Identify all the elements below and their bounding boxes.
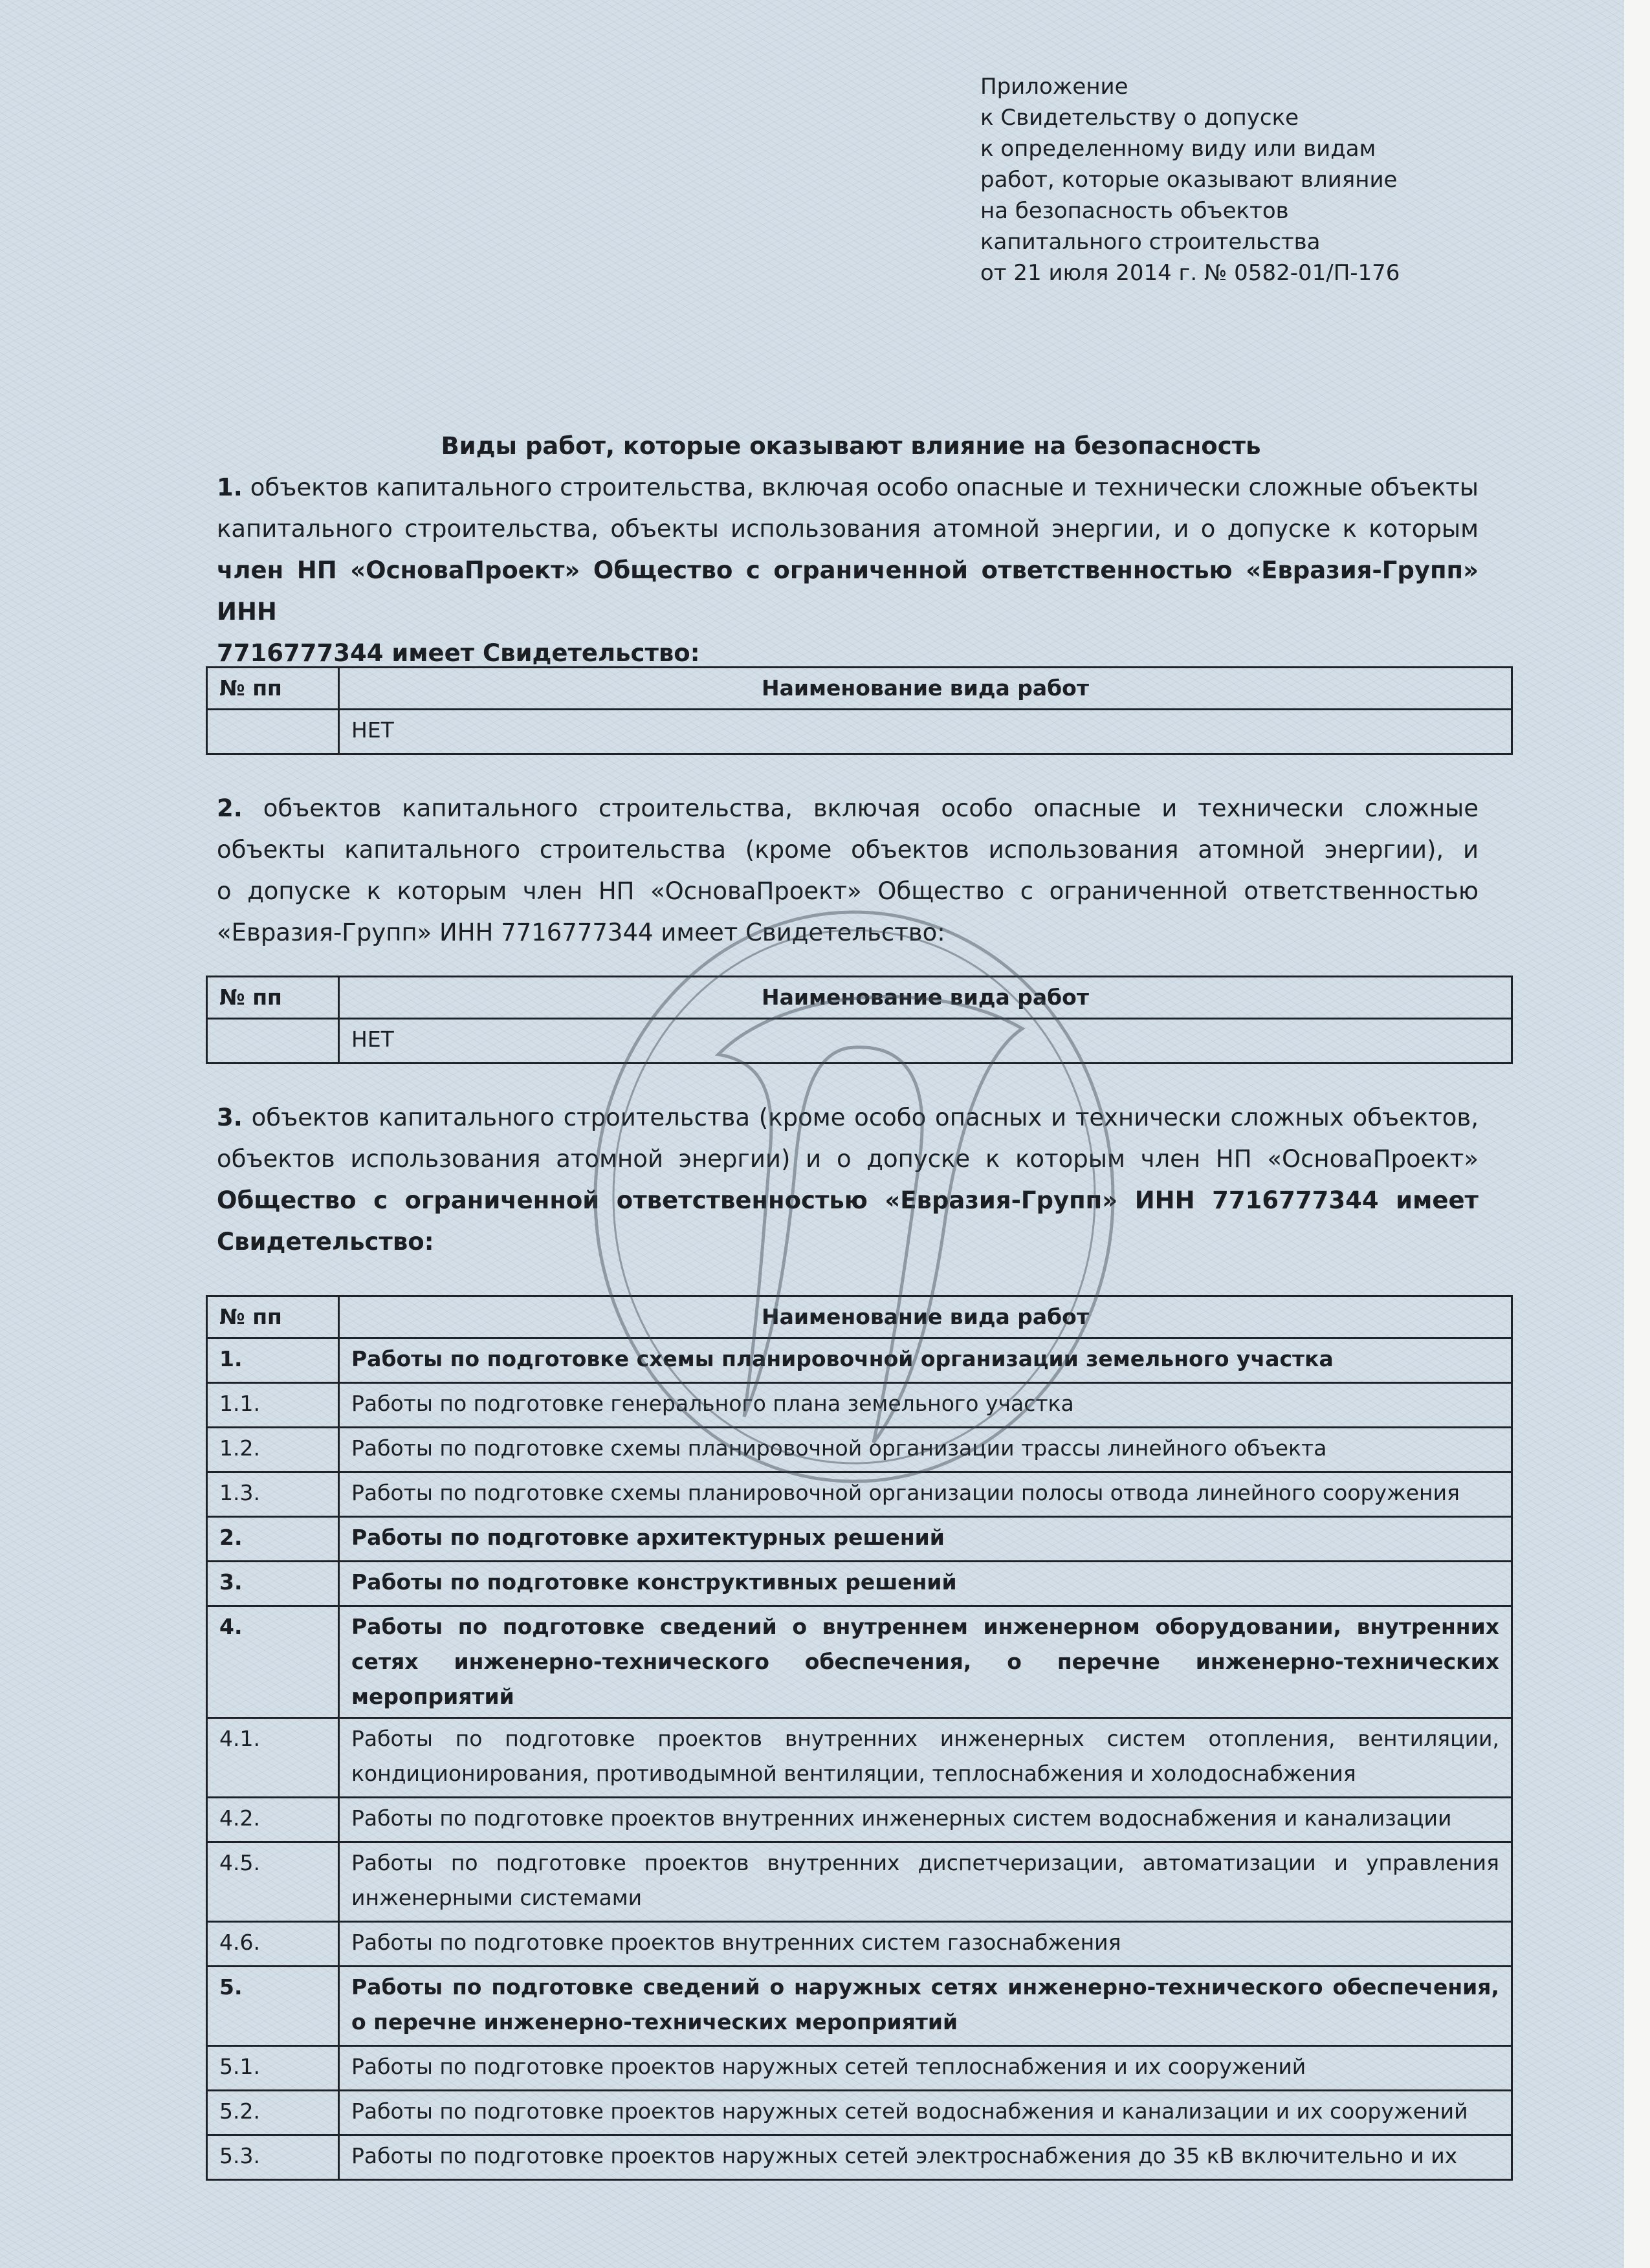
row-name: Работы по подготовке сведений о наружных сетях инженерно-технического обеспечения, о перечне инженерно-технических мероприятий xyxy=(339,1967,1512,2046)
row-num: 4.2. xyxy=(207,1798,339,1842)
column-header-name: Наименование вида работ xyxy=(339,977,1512,1019)
row-name: Работы по подготовке схемы планировочной организации земельного участка xyxy=(339,1338,1512,1383)
table-row xyxy=(207,1517,1512,1562)
row-num: 1.2. xyxy=(207,1428,339,1472)
appendix-line: от 21 июля 2014 г. № 0582-01/П-176 xyxy=(980,260,1400,286)
row-name: Работы по подготовке проектов внутренних инженерных систем отопления, вентиляции, кондиционирования, противодымной вентиляции, теплоснабжения и холодоснабжения xyxy=(339,1718,1512,1798)
section-1-text xyxy=(217,467,1479,674)
table-row xyxy=(207,1562,1512,1606)
table-row xyxy=(207,1842,1512,1922)
row-name: Работы по подготовке схемы планировочной организации трассы линейного объекта xyxy=(339,1428,1512,1472)
row-name: Работы по подготовке проектов внутренних диспетчеризации, автоматизации и управления инженерными системами xyxy=(339,1842,1512,1922)
row-num: 4.1. xyxy=(207,1718,339,1798)
appendix-note xyxy=(980,71,1400,289)
column-header-num: № пп xyxy=(207,668,339,710)
row-num: 4.5. xyxy=(207,1842,339,1922)
row-num: 1.1. xyxy=(207,1383,339,1428)
section-line: Общество с ограниченной ответственностью «Евразия-Групп» ИНН 7716777344 имеет xyxy=(217,1186,1479,1214)
works-table-3 xyxy=(206,1295,1513,2181)
column-header-name: Наименование вида работ xyxy=(339,1296,1512,1338)
section-line: капитального строительства, объекты использования атомной энергии, и о допуске к которым xyxy=(217,515,1479,543)
section-line: «Евразия-Групп» ИНН 7716777344 имеет Свидетельство: xyxy=(217,919,945,946)
section-line: 7716777344 имеет Свидетельство: xyxy=(217,639,700,667)
works-table-1 xyxy=(206,666,1513,755)
row-num: 5. xyxy=(207,1967,339,2046)
section-line: о допуске к которым член НП «ОсноваПроект» Общество с ограниченной ответственностью xyxy=(217,877,1479,905)
column-header-num: № пп xyxy=(207,977,339,1019)
row-name: Работы по подготовке архитектурных решений xyxy=(339,1517,1512,1562)
row-name: Работы по подготовке схемы планировочной организации полосы отвода линейного сооружения xyxy=(339,1472,1512,1517)
section-line: объектов капитального строительства, включая особо опасные и технически сложные xyxy=(263,794,1479,822)
row-num xyxy=(207,710,339,754)
row-num: 3. xyxy=(207,1562,339,1606)
row-name: НЕТ xyxy=(339,1019,1512,1063)
section-line: член НП «ОсноваПроект» Общество с ограниченной ответственностью «Евразия-Групп» ИНН xyxy=(217,556,1479,626)
section-2-text xyxy=(217,788,1479,954)
appendix-line: на безопасность объектов xyxy=(980,198,1289,224)
table-row xyxy=(207,2091,1512,2135)
row-num: 5.3. xyxy=(207,2135,339,2180)
row-num: 1. xyxy=(207,1338,339,1383)
row-num: 5.1. xyxy=(207,2046,339,2091)
table-row xyxy=(207,1922,1512,1967)
row-name: Работы по подготовке проектов наружных сетей электроснабжения до 35 кВ включительно и их xyxy=(339,2135,1512,2180)
table-row xyxy=(207,1428,1512,1472)
row-num: 1.3. xyxy=(207,1472,339,1517)
section-number: 3. xyxy=(217,1104,243,1131)
row-name: Работы по подготовке проектов наружных сетей водоснабжения и канализации и их сооружений xyxy=(339,2091,1512,2135)
table-row xyxy=(207,1472,1512,1517)
section-line: Свидетельство: xyxy=(217,1228,434,1256)
section-3-text xyxy=(217,1097,1479,1263)
row-num xyxy=(207,1019,339,1063)
scan-edge xyxy=(1624,0,1650,2268)
row-name: Работы по подготовке проектов наружных сетей теплоснабжения и их сооружений xyxy=(339,2046,1512,2091)
table-row xyxy=(207,1798,1512,1842)
table-row xyxy=(207,1606,1512,1718)
table-row xyxy=(207,710,1512,754)
column-header-num: № пп xyxy=(207,1296,339,1338)
section-number: 2. xyxy=(217,794,243,822)
row-num: 4.6. xyxy=(207,1922,339,1967)
table-row xyxy=(207,1338,1512,1383)
appendix-line: Приложение xyxy=(980,74,1128,100)
row-name: Работы по подготовке генерального плана земельного участка xyxy=(339,1383,1512,1428)
table-row xyxy=(207,1967,1512,2046)
section-number: 1. xyxy=(217,474,243,501)
appendix-line: к Свидетельству о допуске xyxy=(980,105,1299,131)
section-line: объектов капитального строительства, включая особо опасные и технически сложные объекты xyxy=(250,474,1479,501)
table-row xyxy=(207,1019,1512,1063)
row-name: Работы по подготовке проектов внутренних систем газоснабжения xyxy=(339,1922,1512,1967)
table-row xyxy=(207,2046,1512,2091)
document-title: Виды работ, которые оказывают влияние на безопасность xyxy=(441,432,1261,460)
column-header-name: Наименование вида работ xyxy=(339,668,1512,710)
section-line: объектов использования атомной энергии) и о допуске к которым член НП «ОсноваПроект» xyxy=(217,1145,1479,1173)
table-row xyxy=(207,1383,1512,1428)
appendix-line: к определенному виду или видам xyxy=(980,136,1376,162)
row-num: 4. xyxy=(207,1606,339,1718)
row-name: НЕТ xyxy=(339,710,1512,754)
row-num: 5.2. xyxy=(207,2091,339,2135)
section-line: объектов капитального строительства (кроме особо опасных и технически сложных объектов, xyxy=(251,1104,1479,1131)
table-row xyxy=(207,2135,1512,2180)
row-num: 2. xyxy=(207,1517,339,1562)
appendix-line: капитального строительства xyxy=(980,229,1321,255)
row-name: Работы по подготовке конструктивных решений xyxy=(339,1562,1512,1606)
table-row xyxy=(207,1718,1512,1798)
section-line: объекты капитального строительства (кроме объектов использования атомной энергии), и xyxy=(217,836,1479,864)
appendix-line: работ, которые оказывают влияние xyxy=(980,167,1398,193)
row-name: Работы по подготовке проектов внутренних инженерных систем водоснабжения и канализации xyxy=(339,1798,1512,1842)
row-name: Работы по подготовке сведений о внутреннем инженерном оборудовании, внутренних сетях инженерно-технического обеспечения, о перечне инженерно-технических мероприятий xyxy=(339,1606,1512,1718)
works-table-2 xyxy=(206,976,1513,1064)
